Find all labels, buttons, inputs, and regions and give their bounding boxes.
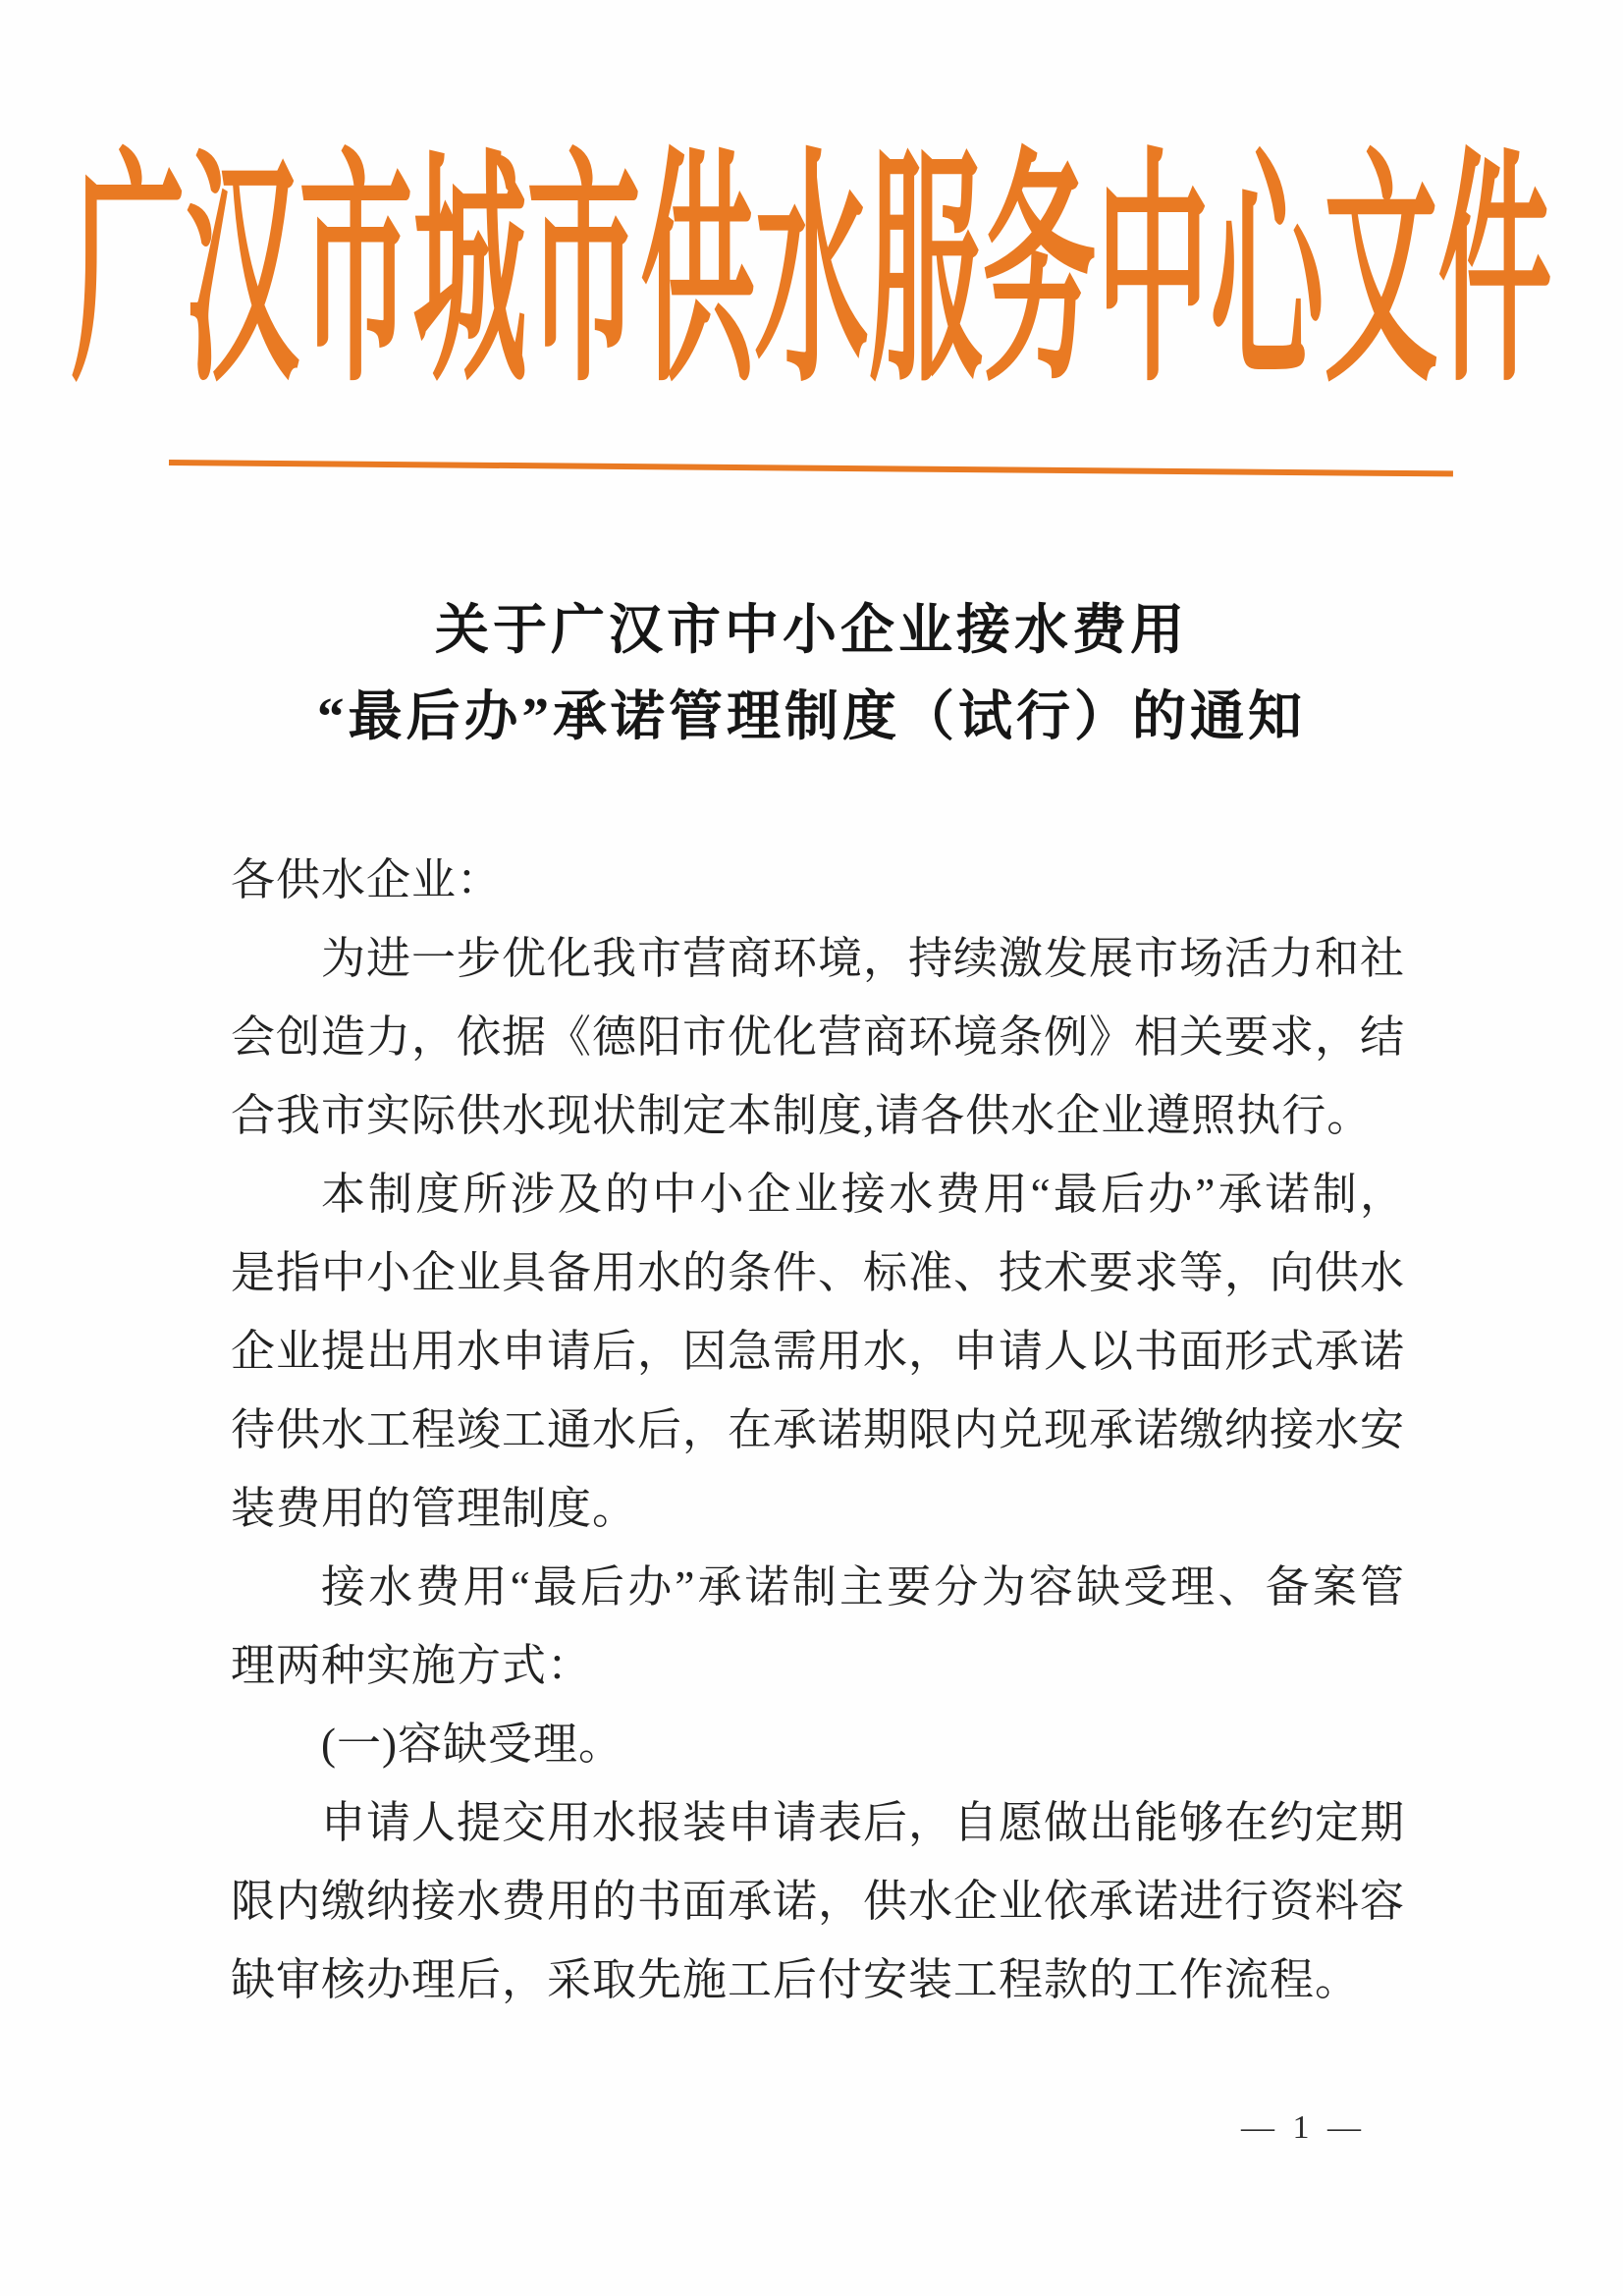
- body-line: 会创造力，依据《德阳市优化营商环境条例》相关要求，结: [231, 1012, 1404, 1062]
- body-line: 限内缴纳接水费用的书面承诺，供水企业依承诺进行资料容: [231, 1877, 1404, 1926]
- document-title-line1: 关于广汉市中小企业接水费用: [434, 600, 1188, 660]
- body-line: 本制度所涉及的中小企业接水费用“最后办”承诺制，: [321, 1170, 1404, 1219]
- body-line: 理两种实施方式：: [231, 1641, 593, 1690]
- body-line: 合我市实际供水现状制定本制度,请各供水企业遵照执行。: [231, 1091, 1373, 1140]
- body-line: 缺审核办理后，采取先施工后付安装工程款的工作流程。: [231, 1955, 1361, 2004]
- body-line: (一)容缺受理。: [321, 1720, 623, 1769]
- letterhead-divider: [169, 460, 1453, 476]
- body-line: 各供水企业：: [231, 855, 503, 904]
- document-body: [231, 841, 1404, 2019]
- page-number: — 1 —: [1241, 2109, 1366, 2146]
- body-line: 是指中小企业具备用水的条件、标准、技术要求等，向供水: [231, 1248, 1404, 1297]
- document-title-line2: “最后办”承诺管理制度（试行）的通知: [316, 686, 1306, 746]
- body-line: 申请人提交用水报装申请表后，自愿做出能够在约定期: [321, 1798, 1404, 1847]
- body-line: 企业提出用水申请后，因急需用水，申请人以书面形式承诺: [231, 1327, 1404, 1376]
- body-line: 为进一步优化我市营商环境，持续激发展市场活力和社: [321, 934, 1404, 983]
- body-line: 装费用的管理制度。: [231, 1484, 638, 1533]
- document-title: [0, 587, 1623, 760]
- letterhead-title: 广汉市城市供水服务中心文件: [71, 138, 1552, 413]
- body-line: 接水费用“最后办”承诺制主要分为容缺受理、备案管: [321, 1562, 1404, 1612]
- body-line: 待供水工程竣工通水后，在承诺期限内兑现承诺缴纳接水安: [231, 1405, 1404, 1454]
